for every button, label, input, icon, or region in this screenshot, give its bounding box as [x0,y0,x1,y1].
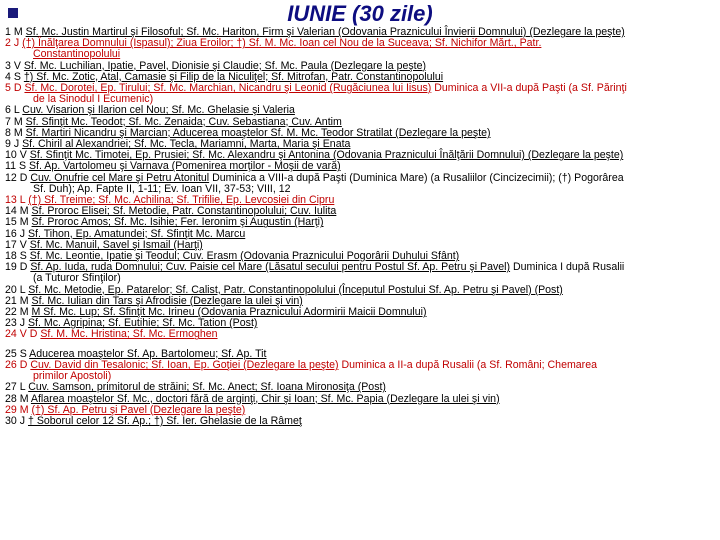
calendar-day-row [5,329,715,340]
sunday-note: Duminica a VIII-a după Paşti (Duminica Mare) (a Rusaliilor (Cincizecimii); (†) Pogorârea [209,171,624,184]
day-number: 28 M [5,392,29,405]
sunday-note: Duminica a II-a după Rusalii (a Sf. Români; Chemarea [338,358,597,371]
day-number: 27 L [5,381,26,394]
continuation-line: de la Sinodul I Ecumenic) [33,93,154,106]
days-group-2 [5,349,715,427]
saints-link[interactable]: Sf. Chiril al Alexandriei; Sf. Mc. Tecla, Mariamni, Marta, Maria şi Enata [22,138,351,151]
day-number: 30 J [5,414,26,427]
day-number: 8 M [5,126,23,139]
day-number: 12 D [5,171,28,184]
saints-link[interactable]: Sf. Mc. Dorotei, Ep. Tirului; Sf. Mc. Marchian, Nicandru şi Leonid (Rugăciunea lui Iisus) [24,82,432,95]
day-number: 1 M [5,26,23,38]
calendar-day-row [5,173,715,195]
day-number: 20 L [5,283,26,296]
day-number: 5 D [5,82,22,95]
saints-link[interactable]: Aflarea moaştelor Sf. Mc., doctori fără de arginţi, Chir şi Ioan; Sf. Mc. Papia (Dezlegare la ulei şi vin) [30,392,500,405]
saints-link[interactable]: Sf. Mc. Leontie, Ipatie şi Teodul; Cuv. Erasm (Odovania Praznicului Pogorârii Duhului Sfânt) [29,250,460,263]
day-number: 9 J [5,138,20,151]
saints-link[interactable]: M Sf. Mc. Lup; Sf. Sfinţit Mc. Irineu (Odovania Praznicului Adormirii Maicii Domnului) [31,306,427,319]
day-number: 16 J [5,227,26,240]
day-number: 13 L [5,194,26,207]
saints-link[interactable]: Sf. Proroc Elisei; Sf. Metodie, Patr. Constantinopolului; Cuv. Iulita [31,205,337,218]
saints-link[interactable]: Sf. Mc. Manuil, Savel şi Ismail (Harţi) [29,238,203,251]
calendar-day-row [5,83,715,105]
saints-link[interactable]: Sf. M. Mc. Hristina; Sf. Mc. Ermoghen [40,328,218,341]
continuation-line: Constantinopolului [33,48,121,61]
day-number: 15 M [5,216,29,229]
calendar-day-row [5,360,715,382]
day-number: 7 M [5,115,23,128]
calendar-day-row [5,416,715,427]
day-number: 17 V [5,238,27,251]
saints-link[interactable]: Sf. Martiri Nicandru şi Marcian; Aducerea moaştelor Sf. M. Mc. Teodor Stratilat (Dezlegare la peşte) [25,126,491,139]
saints-link[interactable]: (†) Sf. Ap. Petru şi Pavel (Dezlegare la peşte) [31,403,246,416]
saints-link[interactable]: Cuv. David din Tesalonic; Sf. Ioan, Ep. Goţiei (Dezlegare la peşte) [30,358,339,371]
continuation-line: primilor Apostoli) [33,370,112,383]
saints-link[interactable]: Sf. Mc. Agripina; Sf. Eutihie; Sf. Mc. Tation (Post) [27,317,258,330]
calendar-day-row [5,38,715,60]
saints-link[interactable]: Sf. Mc. Luchilian, Ipatie, Pavel, Dionisie şi Claudie; Sf. Mc. Paula (Dezlegare la peşte) [23,59,427,72]
day-number: 3 V [5,59,21,72]
day-number: 21 M [5,294,29,307]
calendar-day-row [5,262,715,284]
day-number: 29 M [5,403,29,416]
saints-link[interactable]: Sf. Mc. Justin Martirul şi Filosoful; Sf. Mc. Hariton, Firm şi Valerian (Odovania Praznicului Învierii Domnului) (Dezlegare la peşte) [25,26,625,38]
day-number: 2 J [5,37,20,50]
day-number: 24 V D [5,328,38,341]
saints-link[interactable]: Sf. Sfinţit Mc. Timotei, Ep. Prusiei; Sf. Mc. Alexandru şi Antonina (Odovania Praznicului Înălţării Domnului) (Dezlegare la peşte) [29,149,624,162]
saints-link[interactable]: Sf. Mc. Metodie, Ep. Patarelor; Sf. Calist, Patr. Constantinopolului (Începutul Postului Sf. Ap. Petru şi Pavel) (Post) [28,283,563,296]
continuation-line: Sf. Duh); Ap. Fapte II, 1-11; Ev. Ioan VII, 37-53; VIII, 12 [33,182,291,195]
day-number: 25 S [5,347,27,360]
day-number: 19 D [5,261,28,274]
days-group-1 [5,27,715,341]
day-number: 26 D [5,358,28,371]
day-number: 10 V [5,149,27,162]
saints-link[interactable]: Sf. Ap. Vartolomeu şi Varnava (Pomenirea morţilor - Moşii de vară) [28,160,341,173]
saints-link[interactable]: Sf. Mc. Iulian din Tars şi Afrodisie (Dezlegare la ulei şi vin) [31,294,303,307]
saints-link[interactable]: (†) Sf. Treime; Sf. Mc. Achilina; Sf. Trifilie, Ep. Levcosiei din Cipru [28,194,335,207]
saints-link[interactable]: Cuv. Samson, primitorul de străini; Sf. Mc. Anect; Sf. Ioana Mironosiţa (Post) [28,381,386,394]
sunday-note: Duminica a VII-a după Paşti (a Sf. Părinţi [431,82,627,95]
saints-link[interactable]: †) Sf. Mc. Zotic, Atal, Camasie şi Filip de la Niculiţel; Sf. Mitrofan, Patr. Constantinopolului [23,70,444,83]
day-number: 22 M [5,306,29,319]
saints-link[interactable]: Sf. Sfinţit Mc. Teodot; Sf. Mc. Zenaida; Cuv. Sebastiana; Cuv. Antim [25,115,342,128]
day-number: 6 L [5,104,20,117]
saints-link[interactable]: Sf. Proroc Amos; Sf. Mc. Isihie; Fer. Ieronim şi Augustin (Harţi) [31,216,324,229]
page-title: IUNIE (30 zile) [287,1,433,26]
day-number: 14 M [5,205,29,218]
day-number: 4 S [5,70,21,83]
saints-link[interactable]: Cuv. Visarion şi Ilarion cel Nou; Sf. Mc. Ghelasie şi Valeria [22,104,295,117]
sunday-note: Duminica I după Rusalii [510,261,625,274]
saints-link[interactable]: Sf. Tihon, Ep. Amatundei; Sf. Sfinţit Mc. Marcu [27,227,246,240]
saints-link[interactable]: (†) Înălţarea Domnului (Ispasul); Ziua Eroilor; †) Sf. M. Mc. Ioan cel Nou de la Suceava; Sf. Nichifor Mărt., Patr. [22,37,542,50]
day-number: 23 J [5,317,26,330]
day-number: 18 S [5,250,27,263]
continuation-line: (a Tuturor Sfinţilor) [33,272,121,285]
calendar-list [5,27,715,427]
saints-link[interactable]: Aducerea moaştelor Sf. Ap. Bartolomeu; Sf. Ap. Tit [29,347,267,360]
saints-link[interactable]: † Soborul celor 12 Sf. Ap.; †) Sf. Ier. Ghelasie de la Râmeţ [27,414,302,427]
day-number: 11 S [5,160,27,173]
saints-link[interactable]: Sf. Ap. Iuda, ruda Domnului; Cuv. Paisie cel Mare (Lăsatul secului pentru Postul Sf. Ap. Petru şi Pavel) [30,261,511,274]
saints-link[interactable]: Cuv. Onufrie cel Mare şi Petru Atonitul [30,171,210,184]
